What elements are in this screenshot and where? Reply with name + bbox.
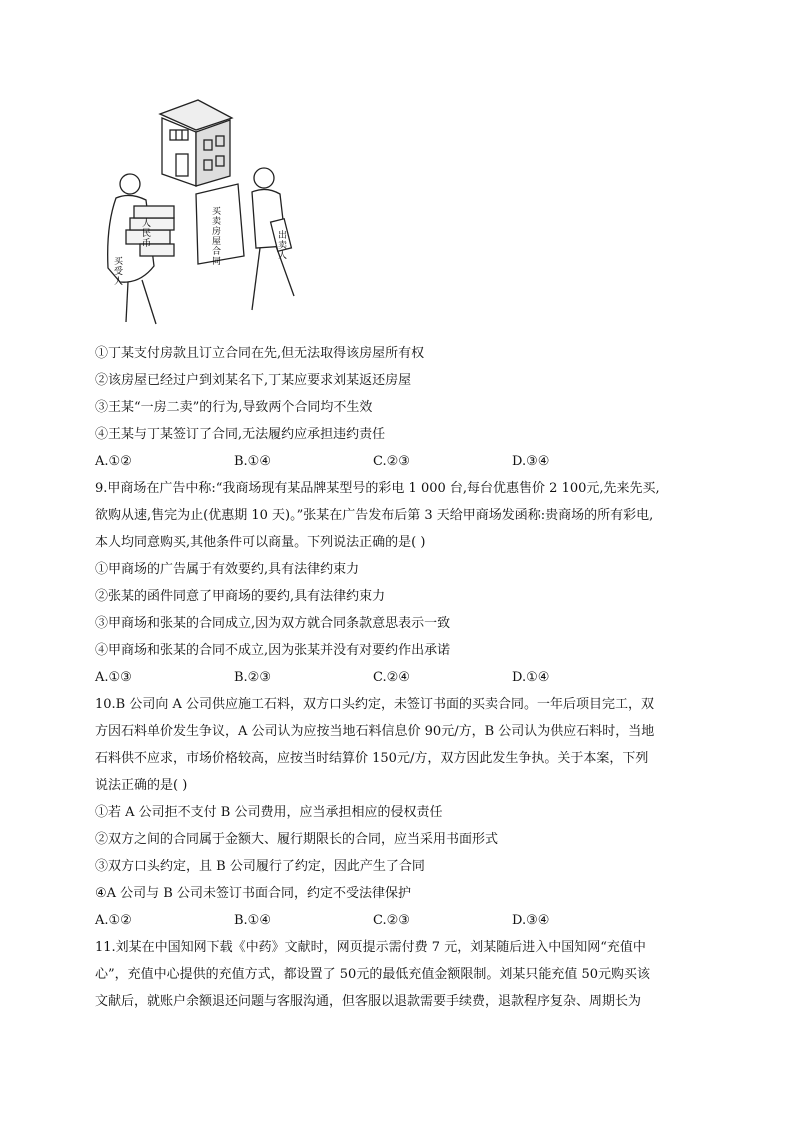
house-sale-illustration <box>100 96 320 332</box>
q10-option-b: B.①④ <box>234 913 271 928</box>
q9-option-a: A.①③ <box>95 670 132 685</box>
q8-option-c: C.②③ <box>373 454 410 469</box>
q9-statement-2: ②张某的函件同意了甲商场的要约,具有法律约束力 <box>95 589 386 604</box>
seller-sash-label: 出卖人 <box>278 231 288 261</box>
q11-stem-line-3: 文献后，就账户余额退还问题与客服沟通，但客服以退款需要手续费，退款程序复杂、周期长为 <box>95 994 642 1009</box>
q9-stem-line-1: 9.甲商场在广告中称:“我商场现有某品牌某型号的彩电 1 000 台,每台优惠售价 2 100元,先来先买, <box>95 481 660 496</box>
q8-statement-2: ②该房屋已经过户到刘某名下,丁某应要求刘某返还房屋 <box>95 373 412 388</box>
q10-options <box>95 907 705 934</box>
q10-option-c: C.②③ <box>373 913 410 928</box>
q9-statement-3: ③甲商场和张某的合同成立,因为双方就合同条款意思表示一致 <box>95 616 451 631</box>
q10-stem-line-4: 说法正确的是( ) <box>95 778 188 793</box>
q11-stem-line-1: 11.刘某在中国知网下载《中药》文献时，网页提示需付费 7 元，刘某随后进入中国知网“充值中 <box>95 940 646 955</box>
q9-stem-line-2: 欲购从速,售完为止(优惠期 10 天)。”张某在广告发布后第 3 天给甲商场发函称:贵商场的所有彩电, <box>95 508 654 523</box>
buyer-sash-label: 买受人 <box>114 257 124 287</box>
q9-option-d: D.①④ <box>512 670 550 685</box>
q9-option-b: B.②③ <box>234 670 271 685</box>
q8-option-a: A.①② <box>95 454 132 469</box>
q8-statement-1: ①丁某支付房款且订立合同在先,但无法取得该房屋所有权 <box>95 346 425 361</box>
q10-stem-line-2: 方因石料单价发生争议，A 公司认为应按当地石料信息价 90元/方，B 公司认为供应石料时，当地 <box>95 724 655 739</box>
seller-figure <box>252 168 294 310</box>
house-drawing <box>160 100 232 186</box>
q8-statement-4: ④王某与丁某签订了合同,无法履约应承担违约责任 <box>95 427 386 442</box>
q8-option-d: D.③④ <box>512 454 550 469</box>
q10-option-d: D.③④ <box>512 913 550 928</box>
q9-statement-4: ④甲商场和张某的合同不成立,因为张某并没有对要约作出承诺 <box>95 643 451 658</box>
q10-statement-2: ②双方之间的合同属于金额大、履行期限长的合同，应当采用书面形式 <box>95 832 499 847</box>
q9-statement-1: ①甲商场的广告属于有效要约,具有法律约束力 <box>95 562 360 577</box>
q9-option-c: C.②④ <box>373 670 410 685</box>
q9-options <box>95 664 705 691</box>
q10-option-a: A.①② <box>95 913 132 928</box>
q10-stem-line-1: 10.B 公司向 A 公司供应施工石料，双方口头约定，未签订书面的买卖合同。一年后项目完工，双 <box>95 697 655 712</box>
money-label: 人民币 <box>142 219 152 249</box>
question-content <box>95 340 705 1015</box>
contract-label: 买卖房屋合同 <box>212 207 222 267</box>
q8-option-b: B.①④ <box>234 454 271 469</box>
q9-stem-line-3: 本人均同意购买,其他条件可以商量。下列说法正确的是( ) <box>95 535 426 550</box>
q10-stem-line-3: 石料供不应求，市场价格较高，应按当时结算价 150元/方，双方因此发生争执。关于本案，下列 <box>95 751 649 766</box>
q11-stem-line-2: 心”，充值中心提供的充值方式，都设置了 50元的最低充值金额限制。刘某只能充值 50元购买该 <box>95 967 650 982</box>
q10-statement-3: ③双方口头约定，且 B 公司履行了约定，因此产生了合同 <box>95 859 425 874</box>
q10-statement-1: ①若 A 公司拒不支付 B 公司费用，应当承担相应的侵权责任 <box>95 805 443 820</box>
buyer-figure <box>108 174 174 324</box>
q8-statement-3: ③王某“一房二卖”的行为,导致两个合同均不生效 <box>95 400 373 415</box>
q8-options <box>95 448 705 475</box>
q10-statement-4: ④A 公司与 B 公司未签订书面合同，约定不受法律保护 <box>95 886 411 901</box>
